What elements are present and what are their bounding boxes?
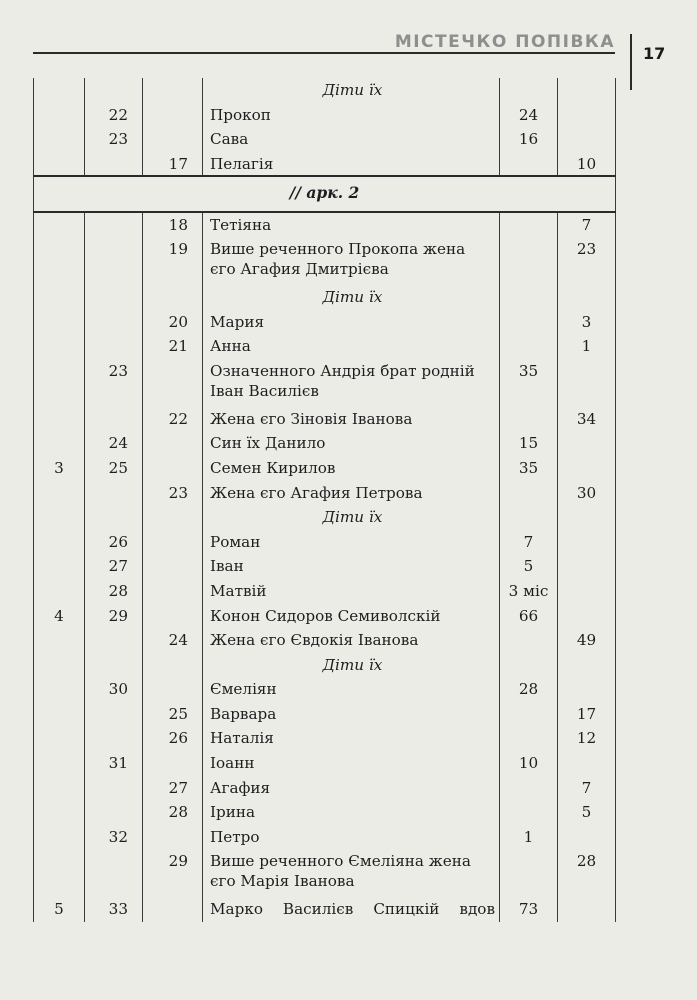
table-row [34, 579, 616, 604]
male-age-cell [500, 702, 558, 727]
subheading-cell: Діти їх [203, 505, 500, 530]
male-number-cell [85, 481, 143, 506]
table-row [34, 237, 616, 285]
household-number-cell [34, 751, 85, 776]
household-number-cell: 5 [34, 897, 85, 922]
male-number-cell: 22 [85, 103, 143, 128]
running-header-title: МІСТЕЧКО ПОПІВКА [394, 32, 615, 52]
household-number-cell [34, 825, 85, 850]
table-row [34, 702, 616, 727]
male-number-cell [85, 334, 143, 359]
name-cell: Прокоп [203, 103, 500, 128]
name-cell: Іоанн [203, 751, 500, 776]
table-row [34, 554, 616, 579]
household-number-cell [34, 849, 85, 897]
female-number-cell: 20 [143, 310, 203, 335]
male-age-cell: 35 [500, 359, 558, 407]
name-cell: Означенного Андрія брат родній Іван Василієв [203, 359, 500, 407]
female-age-cell: 49 [558, 628, 616, 653]
female-age-cell: 28 [558, 849, 616, 897]
table-row [34, 677, 616, 702]
female-age-cell [558, 78, 616, 103]
female-age-cell [558, 751, 616, 776]
household-number-cell [34, 237, 85, 285]
subheading-row [34, 505, 616, 530]
household-number-cell [34, 677, 85, 702]
female-number-cell: 23 [143, 481, 203, 506]
male-age-cell [500, 334, 558, 359]
name-cell: Мария [203, 310, 500, 335]
female-age-cell: 7 [558, 776, 616, 801]
female-age-cell: 23 [558, 237, 616, 285]
female-number-cell [143, 897, 203, 922]
header-rule [33, 52, 615, 54]
female-age-cell: 10 [558, 152, 616, 177]
table-row [34, 407, 616, 432]
male-number-cell: 30 [85, 677, 143, 702]
female-number-cell [143, 431, 203, 456]
table-row [34, 897, 616, 922]
male-number-cell [85, 800, 143, 825]
male-age-cell [500, 310, 558, 335]
female-number-cell: 22 [143, 407, 203, 432]
female-age-cell [558, 431, 616, 456]
female-number-cell [143, 579, 203, 604]
male-number-cell [85, 285, 143, 310]
male-number-cell: 32 [85, 825, 143, 850]
female-age-cell [558, 505, 616, 530]
male-number-cell: 29 [85, 604, 143, 629]
female-number-cell [143, 359, 203, 407]
male-age-cell [500, 776, 558, 801]
section-marker: // арк. 2 [34, 176, 616, 212]
female-number-cell [143, 103, 203, 128]
name-cell: Конон Сидоров Семиволскій [203, 604, 500, 629]
table-row [34, 604, 616, 629]
household-number-cell [34, 212, 85, 237]
household-number-cell [34, 702, 85, 727]
name-cell: Анна [203, 334, 500, 359]
table-row [34, 628, 616, 653]
table-row [34, 334, 616, 359]
female-number-cell: 21 [143, 334, 203, 359]
male-number-cell: 27 [85, 554, 143, 579]
household-number-cell [34, 407, 85, 432]
female-age-cell [558, 530, 616, 555]
female-number-cell: 26 [143, 726, 203, 751]
household-number-cell [34, 152, 85, 177]
table-row [34, 456, 616, 481]
male-age-cell: 7 [500, 530, 558, 555]
name-cell: Ємеліян [203, 677, 500, 702]
household-number-cell [34, 285, 85, 310]
male-age-cell [500, 505, 558, 530]
name-cell: Семен Кирилов [203, 456, 500, 481]
female-number-cell: 18 [143, 212, 203, 237]
header-side-line [630, 34, 632, 90]
name-cell: Пелагія [203, 152, 500, 177]
subheading-cell: Діти їх [203, 78, 500, 103]
household-number-cell [34, 726, 85, 751]
male-number-cell [85, 628, 143, 653]
table-row [34, 751, 616, 776]
male-age-cell: 3 міс [500, 579, 558, 604]
subheading-cell: Діти їх [203, 285, 500, 310]
household-number-cell [34, 103, 85, 128]
female-number-cell: 17 [143, 152, 203, 177]
name-cell [203, 897, 500, 922]
female-age-cell: 34 [558, 407, 616, 432]
male-number-cell: 25 [85, 456, 143, 481]
male-age-cell: 5 [500, 554, 558, 579]
name-cell: Сава [203, 127, 500, 152]
household-number-cell: 3 [34, 456, 85, 481]
male-number-cell: 31 [85, 751, 143, 776]
household-number-cell [34, 776, 85, 801]
male-age-cell: 66 [500, 604, 558, 629]
name-cell: Син їх Данило [203, 431, 500, 456]
name-cell: Іван [203, 554, 500, 579]
female-age-cell [558, 103, 616, 128]
male-age-cell: 1 [500, 825, 558, 850]
female-age-cell [558, 127, 616, 152]
male-age-cell [500, 628, 558, 653]
household-number-cell [34, 359, 85, 407]
name-cell: Варвара [203, 702, 500, 727]
table-row [34, 481, 616, 506]
table-row [34, 212, 616, 237]
female-number-cell [143, 825, 203, 850]
female-number-cell [143, 127, 203, 152]
male-number-cell [85, 505, 143, 530]
female-number-cell: 25 [143, 702, 203, 727]
table-row [34, 800, 616, 825]
female-number-cell: 29 [143, 849, 203, 897]
male-age-cell [500, 212, 558, 237]
female-number-cell [143, 554, 203, 579]
male-age-cell: 24 [500, 103, 558, 128]
female-age-cell [558, 653, 616, 678]
male-age-cell [500, 237, 558, 285]
household-number-cell [34, 78, 85, 103]
table-row [34, 776, 616, 801]
male-number-cell [85, 776, 143, 801]
female-number-cell [143, 677, 203, 702]
female-age-cell: 12 [558, 726, 616, 751]
household-number-cell [34, 653, 85, 678]
name-cell: Жена єго Агафия Петрова [203, 481, 500, 506]
female-age-cell [558, 456, 616, 481]
name-cell: Петро [203, 825, 500, 850]
female-number-cell: 19 [143, 237, 203, 285]
female-number-cell: 24 [143, 628, 203, 653]
male-age-cell [500, 800, 558, 825]
female-age-cell [558, 604, 616, 629]
household-number-cell: 4 [34, 604, 85, 629]
household-number-cell [34, 579, 85, 604]
table-row [34, 530, 616, 555]
female-number-cell [143, 78, 203, 103]
name-cell: Жена єго Зіновія Іванова [203, 407, 500, 432]
female-number-cell [143, 751, 203, 776]
household-number-cell [34, 530, 85, 555]
name-cell: Матвій [203, 579, 500, 604]
female-age-cell: 3 [558, 310, 616, 335]
male-age-cell: 28 [500, 677, 558, 702]
male-age-cell [500, 481, 558, 506]
male-age-cell: 10 [500, 751, 558, 776]
female-age-cell [558, 897, 616, 922]
household-number-cell [34, 334, 85, 359]
female-number-cell: 28 [143, 800, 203, 825]
male-age-cell [500, 653, 558, 678]
male-age-cell [500, 407, 558, 432]
female-number-cell [143, 604, 203, 629]
male-number-cell [85, 702, 143, 727]
table-row [34, 431, 616, 456]
subheading-row [34, 285, 616, 310]
table-row [34, 849, 616, 897]
name-cell: Више реченного Прокопа жена єго Агафия Дмитрієва [203, 237, 500, 285]
household-number-cell [34, 481, 85, 506]
household-number-cell [34, 505, 85, 530]
female-number-cell [143, 285, 203, 310]
male-age-cell [500, 849, 558, 897]
male-number-cell: 26 [85, 530, 143, 555]
table-row [34, 127, 616, 152]
male-number-cell: 28 [85, 579, 143, 604]
name-cell: Тетіяна [203, 212, 500, 237]
table-row [34, 152, 616, 177]
census-table-body [34, 78, 616, 922]
male-number-cell: 23 [85, 127, 143, 152]
household-number-cell [34, 431, 85, 456]
male-number-cell [85, 726, 143, 751]
female-age-cell: 17 [558, 702, 616, 727]
section-marker-row [34, 176, 616, 212]
male-number-cell [85, 152, 143, 177]
female-age-cell [558, 825, 616, 850]
table-row [34, 359, 616, 407]
household-number-cell [34, 310, 85, 335]
census-table [33, 78, 616, 922]
female-age-cell [558, 285, 616, 310]
male-number-cell [85, 212, 143, 237]
male-age-cell: 35 [500, 456, 558, 481]
name-cell: Више реченного Ємеліяна жена єго Марія Іванова [203, 849, 500, 897]
male-age-cell [500, 726, 558, 751]
subheading-row [34, 78, 616, 103]
male-age-cell: 16 [500, 127, 558, 152]
female-age-cell [558, 579, 616, 604]
female-number-cell [143, 456, 203, 481]
male-number-cell: 24 [85, 431, 143, 456]
name-cell: Ірина [203, 800, 500, 825]
household-number-cell [34, 628, 85, 653]
male-number-cell [85, 407, 143, 432]
male-number-cell: 33 [85, 897, 143, 922]
male-age-cell: 73 [500, 897, 558, 922]
household-number-cell [34, 554, 85, 579]
female-age-cell: 1 [558, 334, 616, 359]
table-row [34, 726, 616, 751]
table-row [34, 825, 616, 850]
subheading-row [34, 653, 616, 678]
female-age-cell: 7 [558, 212, 616, 237]
male-number-cell [85, 310, 143, 335]
male-age-cell: 15 [500, 431, 558, 456]
table-row [34, 310, 616, 335]
female-number-cell: 27 [143, 776, 203, 801]
male-number-cell: 23 [85, 359, 143, 407]
name-cell: Агафия [203, 776, 500, 801]
female-number-cell [143, 505, 203, 530]
female-age-cell [558, 677, 616, 702]
female-age-cell [558, 554, 616, 579]
subheading-cell: Діти їх [203, 653, 500, 678]
male-age-cell [500, 152, 558, 177]
female-age-cell: 30 [558, 481, 616, 506]
male-number-cell [85, 653, 143, 678]
name-cell: Жена єго Євдокія Іванова [203, 628, 500, 653]
male-age-cell [500, 285, 558, 310]
male-number-cell [85, 237, 143, 285]
household-number-cell [34, 127, 85, 152]
female-age-cell: 5 [558, 800, 616, 825]
male-number-cell [85, 849, 143, 897]
page-number: 17 [643, 44, 666, 63]
male-number-cell [85, 78, 143, 103]
female-number-cell [143, 653, 203, 678]
male-age-cell [500, 78, 558, 103]
household-number-cell [34, 800, 85, 825]
name-cell: Наталія [203, 726, 500, 751]
table-row [34, 103, 616, 128]
female-number-cell [143, 530, 203, 555]
female-age-cell [558, 359, 616, 407]
name-cell: Роман [203, 530, 500, 555]
name-text: Марко Василієв Спицкій вдов [210, 900, 495, 919]
